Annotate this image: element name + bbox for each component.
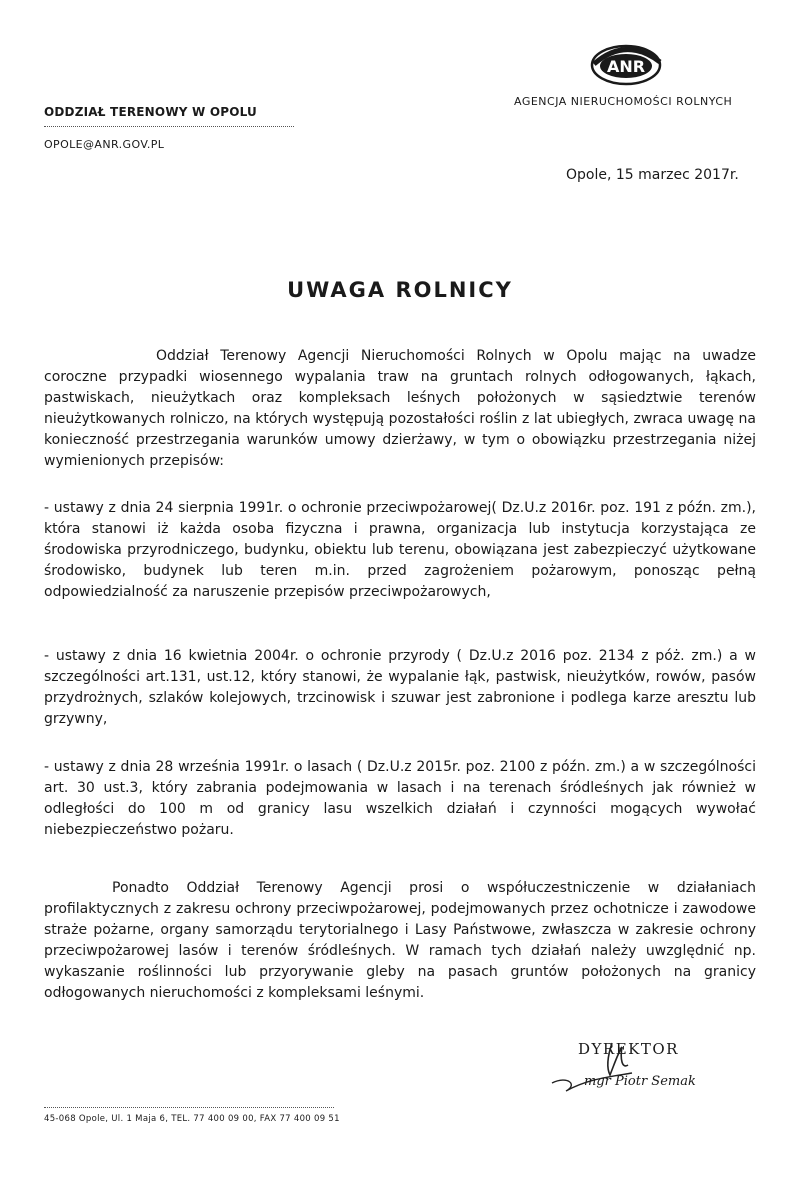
anr-logo [588, 42, 668, 88]
header-divider [44, 126, 294, 127]
regulation-fire-protection: - ustawy z dnia 24 sierpnia 1991r. o ochronie przeciwpożarowej( Dz.U.z 2016r. poz. 191 z późn. zm.), która stanowi iż każda osoba fizyczna i prawna, organizacja lub instytucja korzystająca ze środowiska przyrodniczego, budynku, obiektu lub terenu, obowiązana jest zabezpieczyć użytkowane środowisko, budynek lub teren m.in. przed zagrożeniem pożarowym, ponosząc pełną odpowiedzialność za naruszenie przepisów przeciwpożarowych, [44, 500, 756, 600]
letter-title: UWAGA ROLNICY [287, 278, 513, 302]
letter-date: Opole, 15 marzec 2017r. [566, 167, 739, 183]
intro-paragraph: Oddział Terenowy Agencji Nieruchomości Rolnych w Opolu mając na uwadze coroczne przypadki wiosennego wypalania traw na gruntach rolnych odłogowanych, łąkach, pastwiskach, nieużytkach oraz kompleksach leśnych położonych w sąsiedztwie terenów nieużytkowanych rolniczo, na których występują pozostałości roślin z lat ubiegłych, zwraca uwagę na konieczność przestrzegania warunków umowy dzierżawy, w tym o obowiązku przestrzegania niżej wymienionych przepisów: [44, 348, 756, 469]
department-name: ODDZIAŁ TERENOWY W OPOLU [44, 105, 258, 119]
regulation-nature-protection: - ustawy z dnia 16 kwietnia 2004r. o ochronie przyrody ( Dz.U.z 2016 poz. 2134 z póż. zm.) a w szczególności art.131, ust.12, który stanowi, że wypalanie łąk, pastwisk, nieużytków, rowów, pasów przydrożnych, szlaków kolejowych, trzcinowisk i szuwar jest zabronione i podlega karze aresztu lub grzywny, [44, 648, 756, 727]
agency-name: AGENCJA NIERUCHOMOŚCI ROLNYCH [514, 95, 733, 108]
footer-address: 45-068 Opole, Ul. 1 Maja 6, TEL. 77 400 09 00, FAX 77 400 09 51 [44, 1114, 340, 1124]
handwritten-signature [548, 1035, 698, 1095]
regulation-forests: - ustawy z dnia 28 września 1991r. o lasach ( Dz.U.z 2015r. poz. 2100 z późn. zm.) a w szczególności art. 30 ust.3, który zabrania podejmowania w lasach i na terenach śródleśnych jak również w odległości do 100 m od granicy lasu wszelkich działań i czynności mogących wywołać niebezpieczeństwo pożaru. [44, 759, 756, 838]
department-email: OPOLE@ANR.GOV.PL [44, 138, 165, 151]
footer-divider [44, 1107, 334, 1108]
signature-title: DYREKTOR [578, 1040, 679, 1058]
closing-paragraph: Ponadto Oddział Terenowy Agencji prosi o współuczestniczenie w działaniach profilaktycznych z zakresu ochrony przeciwpożarowej, podejmowanych przez ochotnicze i zawodowe straże pożarne, organy samorządu terytorialnego i Lasy Państwowe, zwłaszcza w zakresie ochrony przeciwpożarowej lasów i terenów śródleśnych. W ramach tych działań należy uwzględnić np. wykaszanie roślinności lub przyorywanie gleby na pasach gruntów położonych na granicy odłogowanych nieruchomości z kompleksami leśnymi. [44, 880, 756, 1001]
logo-text: ANR [606, 57, 646, 76]
signature-name: mgr Piotr Semak [584, 1074, 696, 1089]
